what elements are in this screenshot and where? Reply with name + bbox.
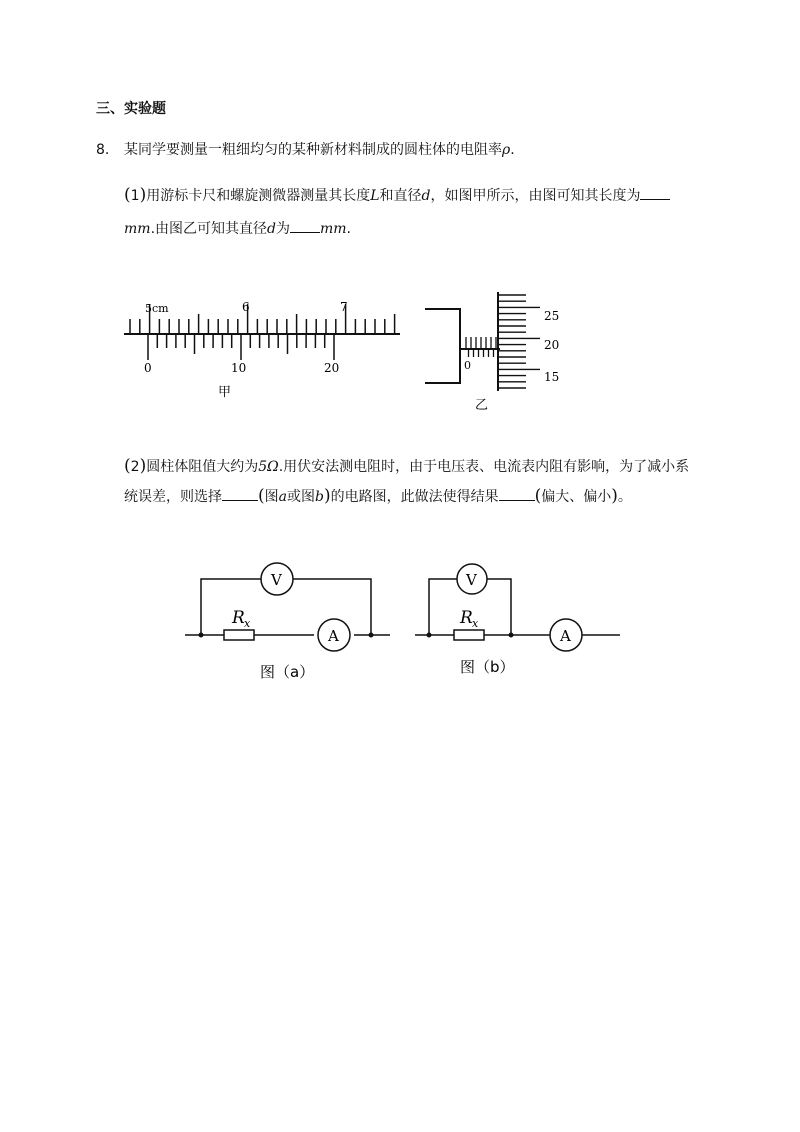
micrometer-figure (420, 287, 580, 417)
junction-dot (199, 633, 204, 638)
answer-blank-diameter[interactable] (290, 218, 320, 233)
micrometer-thimble-scale (498, 295, 540, 388)
stem-symbol: ρ (502, 142, 511, 158)
part2-text-e: 或图 (287, 489, 315, 505)
voltmeter-label: V (271, 571, 282, 589)
vernier-label-10: 10 (231, 361, 247, 375)
caliper-label-6: 6 (242, 300, 250, 314)
junction-dot (509, 633, 514, 638)
part2-text-b: .用伏安法测电阻时，由于电压表、电流表内阻有影响，为了减小系 (278, 459, 690, 475)
stem-end: . (510, 142, 515, 158)
resistor-subscript: x (472, 617, 479, 630)
symbol-a: a (278, 489, 287, 505)
resistor-label: R (232, 608, 245, 628)
caliper-label-5cm: 5cm (145, 302, 169, 315)
part2-text-f: 的电路图，此做法使得结果 (330, 489, 499, 505)
caliper-caption: 甲 (218, 385, 232, 400)
voltmeter-label: V (466, 571, 477, 589)
thimble-label-25: 25 (544, 309, 560, 323)
part2-number: 2 (130, 459, 140, 475)
micrometer-sleeve-scale (466, 337, 496, 357)
resistor-rx (224, 630, 254, 640)
circuit-a-figure (180, 560, 395, 690)
part2-line2: 统误差，则选择 (图a或图b)的电路图，此做法使得结果 (偏大、偏小)。 (124, 486, 632, 506)
vernier-label-0: 0 (144, 361, 152, 375)
section-title: 三、实验题 (96, 101, 166, 117)
part1-line2 (124, 218, 351, 239)
symbol-d: d (421, 188, 431, 204)
junction-dot (369, 633, 374, 638)
symbol-b: b (315, 489, 324, 505)
resistor-rx (454, 630, 484, 640)
ammeter-label: A (328, 627, 339, 645)
symbol-d-2: d (267, 221, 276, 237)
micrometer-frame (425, 309, 460, 383)
question-number: 8. (96, 142, 110, 158)
part1-text-f: . (346, 221, 351, 237)
unit-mm: mm (124, 221, 151, 237)
vernier-label-20: 20 (324, 361, 340, 375)
part1-line1: (1)用游标卡尺和螺旋测微器测量其长度L和直径d，如图甲所示，由图可知其长度为 (124, 185, 670, 206)
part1-number: 1 (130, 188, 140, 204)
unit-mm-2: mm (319, 221, 347, 237)
part2-line1: (2)圆柱体阻值大约为5Ω.用伏安法测电阻时，由于电压表、电流表内阻有影响，为了减小系 (124, 456, 690, 476)
symbol-L: L (370, 188, 380, 204)
ammeter-label: A (560, 627, 571, 645)
part1-text-d: .由图乙可知其直径 (150, 221, 268, 237)
part2-text-g: 偏大、偏小 (541, 489, 612, 505)
answer-blank-circuit[interactable] (222, 486, 258, 501)
circuit-b-caption: 图（b） (460, 658, 515, 676)
micrometer-caption: 乙 (475, 398, 489, 413)
part1-text-e: 为 (275, 221, 290, 237)
resistor-subscript: x (244, 617, 251, 630)
thimble-label-15: 15 (544, 370, 560, 384)
part1-text-b: 和直径 (379, 188, 422, 204)
answer-blank-result[interactable] (499, 486, 535, 501)
caliper-main-scale (130, 304, 395, 334)
part1-text-c: ，如图甲所示，由图可知其长度为 (430, 188, 641, 204)
junction-dot (427, 633, 432, 638)
stem-text: 某同学要测量一粗细均匀的某种新材料制成的圆柱体的电阻率 (124, 142, 502, 158)
part1-text-a: 用游标卡尺和螺旋测微器测量其长度 (146, 188, 371, 204)
answer-blank-length[interactable] (640, 185, 670, 200)
part2-text-h: 。 (617, 489, 632, 505)
thimble-label-20: 20 (544, 338, 560, 352)
caliper-label-7: 7 (340, 300, 348, 314)
part2-text-c: 统误差，则选择 (124, 489, 222, 505)
vernier-caliper-figure (120, 292, 405, 404)
part2-text-a: 圆柱体阻值大约为 (146, 459, 259, 475)
resistor-label: R (460, 608, 473, 628)
circuit-b-figure (410, 560, 625, 690)
resistance-value: 5Ω (258, 459, 279, 475)
part2-text-d: 图 (264, 489, 279, 505)
circuit-a-caption: 图（a） (260, 663, 315, 681)
caliper-vernier-scale (148, 334, 334, 360)
sleeve-label-0: 0 (464, 359, 471, 372)
question-stem (124, 140, 515, 160)
